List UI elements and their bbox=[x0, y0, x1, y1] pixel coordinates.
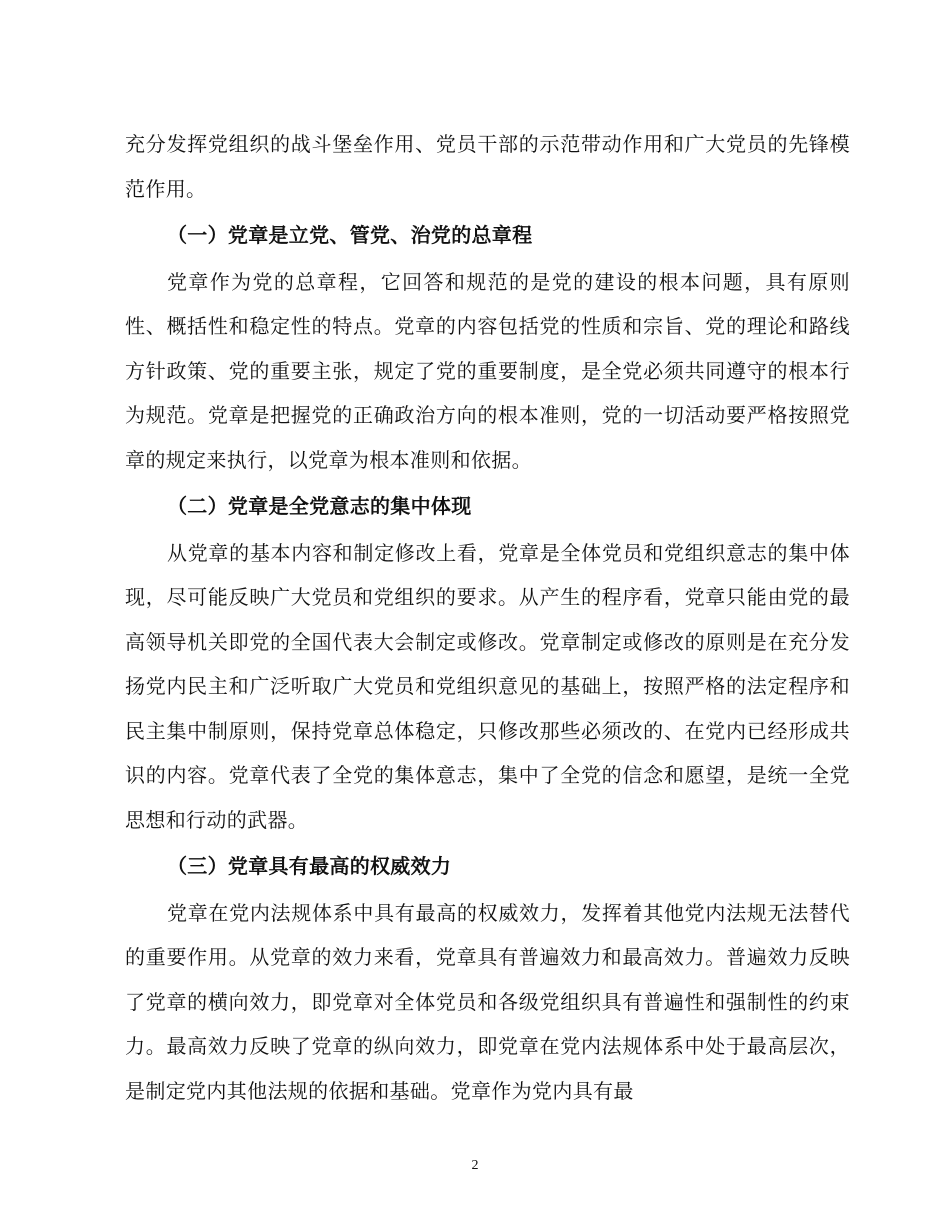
section-heading-1: （一）党章是立党、管党、治党的总章程 bbox=[167, 223, 533, 247]
section-heading-2: （二）党章是全党意志的集中体现 bbox=[167, 494, 472, 518]
page-content bbox=[125, 122, 850, 1115]
section-body-1: 党章作为党的总章程，它回答和规范的是党的建设的根本问题，具有原则性、概括性和稳定性的特点。党章的内容包括党的性质和宗旨、党的理论和路线方针政策、党的重要主张，规定了党的重要制度，是全党必须共同遵守的根本行为规范。党章是把握党的正确政治方向的根本准则，党的一切活动要严格按照党章的规定来执行，以党章为根本准则和依据。 bbox=[125, 269, 850, 472]
section-body-3: 党章在党内法规体系中具有最高的权威效力，发挥着其他党内法规无法替代的重要作用。从党章的效力来看，党章具有普遍效力和最高效力。普遍效力反映了党章的横向效力，即党章对全体党员和各级党组织具有普遍性和强制性的约束力。最高效力反映了党章的纵向效力，即党章在党内法规体系中处于最高层次，是制定党内其他法规的依据和基础。党章作为党内具有最 bbox=[125, 900, 850, 1103]
section-heading-3: （三）党章具有最高的权威效力 bbox=[167, 854, 452, 878]
paragraph-continuation: 充分发挥党组织的战斗堡垒作用、党员干部的示范带动作用和广大党员的先锋模范作用。 bbox=[125, 132, 850, 201]
page-number: 2 bbox=[471, 1158, 479, 1173]
section-body-2: 从党章的基本内容和制定修改上看，党章是全体党员和党组织意志的集中体现，尽可能反映广大党员和党组织的要求。从产生的程序看，党章只能由党的最高领导机关即党的全国代表大会制定或修改。党章制定或修改的原则是在充分发扬党内民主和广泛听取广大党员和党组织意见的基础上，按照严格的法定程序和民主集中制原则，保持党章总体稳定，只修改那些必须改的、在党内已经形成共识的内容。党章代表了全党的集体意志，集中了全党的信念和愿望，是统一全党思想和行动的武器。 bbox=[125, 540, 850, 832]
